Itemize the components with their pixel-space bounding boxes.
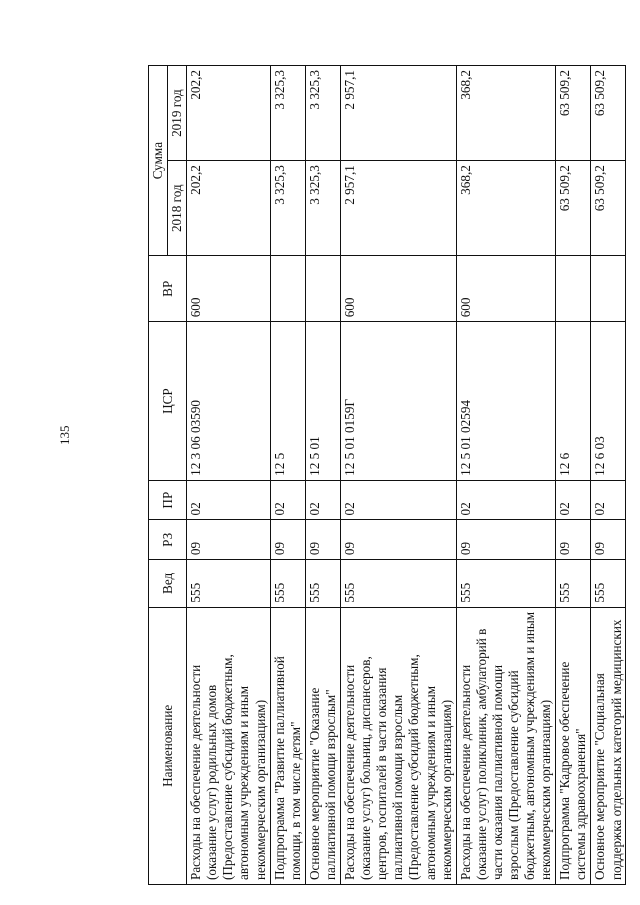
table-row xyxy=(341,66,457,885)
cell-vr: 600 xyxy=(341,256,457,322)
cell-vr xyxy=(556,256,591,322)
table-body xyxy=(187,66,625,885)
cell-sum-2018: 3 325,3 xyxy=(305,161,340,256)
cell-rz: 09 xyxy=(270,520,305,560)
cell-csr: 12 5 01 02594 xyxy=(456,322,556,481)
cell-sum-2019: 63 509,2 xyxy=(591,66,625,161)
cell-ved: 555 xyxy=(187,560,270,608)
cell-ved: 555 xyxy=(341,560,457,608)
header-year-2018: 2018 год xyxy=(168,161,187,256)
cell-ved: 555 xyxy=(305,560,340,608)
header-year-2019: 2019 год xyxy=(168,66,187,161)
header-ved: Вед xyxy=(149,560,187,608)
header-pr: ПР xyxy=(149,480,187,520)
rotated-table-container xyxy=(148,65,624,885)
header-csr: ЦСР xyxy=(149,322,187,481)
cell-pr: 02 xyxy=(270,480,305,520)
cell-vr xyxy=(270,256,305,322)
table-header xyxy=(149,66,187,885)
cell-ved: 555 xyxy=(456,560,556,608)
cell-pr: 02 xyxy=(591,480,625,520)
cell-pr: 02 xyxy=(187,480,270,520)
cell-pr: 02 xyxy=(556,480,591,520)
cell-csr: 12 5 01 xyxy=(305,322,340,481)
cell-name: Подпрограмма "Развитие паллиативной помощи, в том числе детям" xyxy=(270,607,305,884)
cell-sum-2018: 3 325,3 xyxy=(270,161,305,256)
cell-rz: 09 xyxy=(556,520,591,560)
cell-csr: 12 5 01 0159Г xyxy=(341,322,457,481)
cell-sum-2018: 63 509,2 xyxy=(556,161,591,256)
cell-sum-2019: 3 325,3 xyxy=(305,66,340,161)
cell-name: Подпрограмма "Кадровое обеспечение системы здравоохранения" xyxy=(556,607,591,884)
header-name: Наименование xyxy=(149,607,187,884)
cell-rz: 09 xyxy=(341,520,457,560)
cell-rz: 09 xyxy=(456,520,556,560)
cell-pr: 02 xyxy=(341,480,457,520)
cell-name: Расходы на обеспечение деятельности (оказание услуг) больниц, диспансеров, центров, госпиталей в части оказания паллиативной помощи взрослым (Предоставление субсидий бюджетным, автономным учреждениям и иным некоммерческим организациям) xyxy=(341,607,457,884)
cell-name: Расходы на обеспечение деятельности (оказание услуг) родильных домов (Предоставление субсидий бюджетным, автономным учреждениям и иным некоммерческим организациям) xyxy=(187,607,270,884)
cell-sum-2019: 368,2 xyxy=(456,66,556,161)
cell-vr xyxy=(305,256,340,322)
cell-sum-2018: 2 957,1 xyxy=(341,161,457,256)
cell-name: Основное мероприятие "Оказание паллиативной помощи взрослым" xyxy=(305,607,340,884)
cell-rz: 09 xyxy=(187,520,270,560)
cell-sum-2018: 202,2 xyxy=(187,161,270,256)
table-row xyxy=(456,66,556,885)
cell-ved: 555 xyxy=(270,560,305,608)
cell-vr xyxy=(591,256,625,322)
budget-table xyxy=(148,65,626,885)
cell-sum-2019: 202,2 xyxy=(187,66,270,161)
cell-sum-2018: 63 509,2 xyxy=(591,161,625,256)
cell-pr: 02 xyxy=(305,480,340,520)
table-row xyxy=(270,66,305,885)
cell-ved: 555 xyxy=(556,560,591,608)
table-row xyxy=(591,66,625,885)
cell-csr: 12 3 06 03590 xyxy=(187,322,270,481)
cell-name: Основное мероприятие "Социальная поддержка отдельных категорий медицинских xyxy=(591,607,625,884)
table-row xyxy=(305,66,340,885)
header-sum: Сумма xyxy=(149,66,168,256)
cell-rz: 09 xyxy=(305,520,340,560)
cell-csr: 12 6 03 xyxy=(591,322,625,481)
header-rz: РЗ xyxy=(149,520,187,560)
cell-csr: 12 6 xyxy=(556,322,591,481)
cell-sum-2019: 2 957,1 xyxy=(341,66,457,161)
cell-vr: 600 xyxy=(187,256,270,322)
header-vr: ВР xyxy=(149,256,187,322)
cell-sum-2018: 368,2 xyxy=(456,161,556,256)
cell-vr: 600 xyxy=(456,256,556,322)
cell-name: Расходы на обеспечение деятельности (оказание услуг) поликлиник, амбулаторий в части оказания паллиативной помощи взрослым (Предоставление субсидий бюджетным, автономным учреждениям и иным некоммерческим организациям) xyxy=(456,607,556,884)
cell-pr: 02 xyxy=(456,480,556,520)
cell-ved: 555 xyxy=(591,560,625,608)
table-row xyxy=(556,66,591,885)
cell-sum-2019: 63 509,2 xyxy=(556,66,591,161)
page-number: 135 xyxy=(57,425,72,445)
cell-csr: 12 5 xyxy=(270,322,305,481)
table-row xyxy=(187,66,270,885)
cell-sum-2019: 3 325,3 xyxy=(270,66,305,161)
cell-rz: 09 xyxy=(591,520,625,560)
